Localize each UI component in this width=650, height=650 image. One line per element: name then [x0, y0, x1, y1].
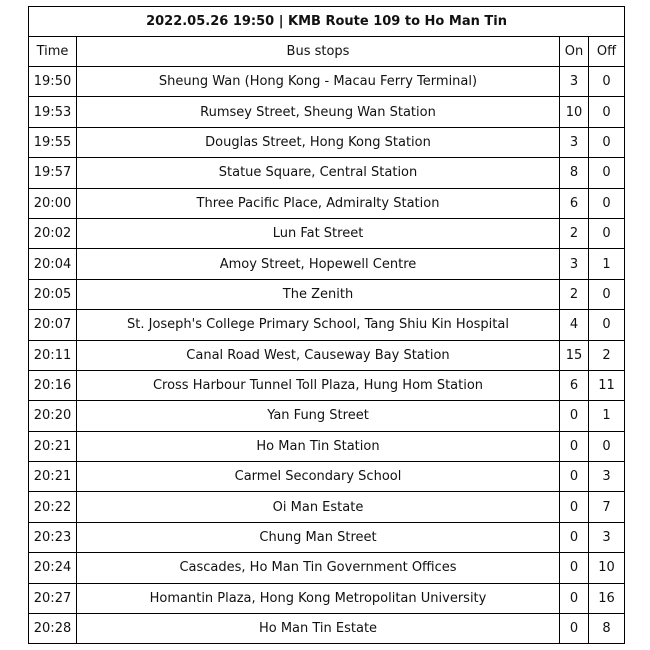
header-row	[29, 37, 625, 67]
cell-off-count: 11	[589, 370, 625, 400]
cell-bus-stop: Rumsey Street, Sheung Wan Station	[77, 97, 560, 127]
cell-time: 19:57	[29, 158, 77, 188]
table-row	[29, 583, 625, 613]
cell-time: 20:21	[29, 462, 77, 492]
cell-off-count: 0	[589, 127, 625, 157]
cell-on-count: 0	[560, 553, 589, 583]
cell-off-count: 16	[589, 583, 625, 613]
table-row	[29, 401, 625, 431]
table-row	[29, 218, 625, 248]
cell-off-count: 0	[589, 279, 625, 309]
cell-on-count: 3	[560, 249, 589, 279]
table-title: 2022.05.26 19:50 | KMB Route 109 to Ho Man Tin	[29, 7, 625, 37]
cell-on-count: 0	[560, 583, 589, 613]
cell-bus-stop: Sheung Wan (Hong Kong - Macau Ferry Terminal)	[77, 67, 560, 97]
cell-time: 20:21	[29, 431, 77, 461]
header-off: Off	[589, 37, 625, 67]
cell-on-count: 0	[560, 492, 589, 522]
cell-off-count: 0	[589, 188, 625, 218]
cell-off-count: 3	[589, 462, 625, 492]
table-row	[29, 431, 625, 461]
cell-on-count: 6	[560, 370, 589, 400]
header-bus-stops: Bus stops	[77, 37, 560, 67]
cell-time: 20:11	[29, 340, 77, 370]
table-row	[29, 279, 625, 309]
table-row	[29, 127, 625, 157]
cell-time: 20:28	[29, 614, 77, 644]
cell-time: 20:23	[29, 522, 77, 552]
cell-off-count: 1	[589, 249, 625, 279]
cell-time: 20:22	[29, 492, 77, 522]
table-row	[29, 249, 625, 279]
cell-time: 20:07	[29, 310, 77, 340]
cell-time: 20:24	[29, 553, 77, 583]
title-row	[29, 7, 625, 37]
cell-off-count: 3	[589, 522, 625, 552]
cell-on-count: 0	[560, 431, 589, 461]
cell-on-count: 8	[560, 158, 589, 188]
cell-bus-stop: Cascades, Ho Man Tin Government Offices	[77, 553, 560, 583]
cell-on-count: 10	[560, 97, 589, 127]
cell-on-count: 0	[560, 614, 589, 644]
cell-bus-stop: Ho Man Tin Estate	[77, 614, 560, 644]
cell-on-count: 4	[560, 310, 589, 340]
cell-on-count: 6	[560, 188, 589, 218]
cell-on-count: 0	[560, 462, 589, 492]
cell-on-count: 0	[560, 522, 589, 552]
table-row	[29, 522, 625, 552]
cell-time: 20:16	[29, 370, 77, 400]
header-on: On	[560, 37, 589, 67]
cell-off-count: 1	[589, 401, 625, 431]
cell-bus-stop: Homantin Plaza, Hong Kong Metropolitan University	[77, 583, 560, 613]
cell-time: 20:02	[29, 218, 77, 248]
cell-bus-stop: Three Pacific Place, Admiralty Station	[77, 188, 560, 218]
bus-schedule-table	[28, 6, 625, 644]
cell-time: 19:53	[29, 97, 77, 127]
cell-bus-stop: The Zenith	[77, 279, 560, 309]
cell-time: 20:00	[29, 188, 77, 218]
table-row	[29, 310, 625, 340]
table-row	[29, 97, 625, 127]
cell-time: 19:50	[29, 67, 77, 97]
cell-bus-stop: Cross Harbour Tunnel Toll Plaza, Hung Hom Station	[77, 370, 560, 400]
table-body	[29, 67, 625, 644]
cell-off-count: 0	[589, 97, 625, 127]
table-row	[29, 614, 625, 644]
table-row	[29, 370, 625, 400]
cell-off-count: 0	[589, 218, 625, 248]
cell-off-count: 7	[589, 492, 625, 522]
cell-bus-stop: St. Joseph's College Primary School, Tang Shiu Kin Hospital	[77, 310, 560, 340]
cell-time: 20:04	[29, 249, 77, 279]
table-row	[29, 340, 625, 370]
cell-bus-stop: Statue Square, Central Station	[77, 158, 560, 188]
bus-schedule-table-container	[28, 6, 624, 644]
cell-bus-stop: Lun Fat Street	[77, 218, 560, 248]
cell-off-count: 8	[589, 614, 625, 644]
cell-on-count: 3	[560, 127, 589, 157]
cell-on-count: 2	[560, 218, 589, 248]
cell-bus-stop: Ho Man Tin Station	[77, 431, 560, 461]
cell-bus-stop: Chung Man Street	[77, 522, 560, 552]
table-row	[29, 188, 625, 218]
table-row	[29, 553, 625, 583]
cell-on-count: 2	[560, 279, 589, 309]
header-time: Time	[29, 37, 77, 67]
table-row	[29, 492, 625, 522]
cell-off-count: 0	[589, 67, 625, 97]
cell-on-count: 3	[560, 67, 589, 97]
cell-bus-stop: Yan Fung Street	[77, 401, 560, 431]
cell-bus-stop: Amoy Street, Hopewell Centre	[77, 249, 560, 279]
cell-bus-stop: Carmel Secondary School	[77, 462, 560, 492]
cell-bus-stop: Canal Road West, Causeway Bay Station	[77, 340, 560, 370]
cell-time: 20:20	[29, 401, 77, 431]
cell-on-count: 0	[560, 401, 589, 431]
cell-bus-stop: Oi Man Estate	[77, 492, 560, 522]
cell-on-count: 15	[560, 340, 589, 370]
cell-off-count: 0	[589, 310, 625, 340]
cell-off-count: 10	[589, 553, 625, 583]
cell-time: 19:55	[29, 127, 77, 157]
cell-time: 20:27	[29, 583, 77, 613]
cell-off-count: 2	[589, 340, 625, 370]
table-row	[29, 67, 625, 97]
table-row	[29, 158, 625, 188]
table-row	[29, 462, 625, 492]
cell-bus-stop: Douglas Street, Hong Kong Station	[77, 127, 560, 157]
cell-time: 20:05	[29, 279, 77, 309]
cell-off-count: 0	[589, 431, 625, 461]
cell-off-count: 0	[589, 158, 625, 188]
